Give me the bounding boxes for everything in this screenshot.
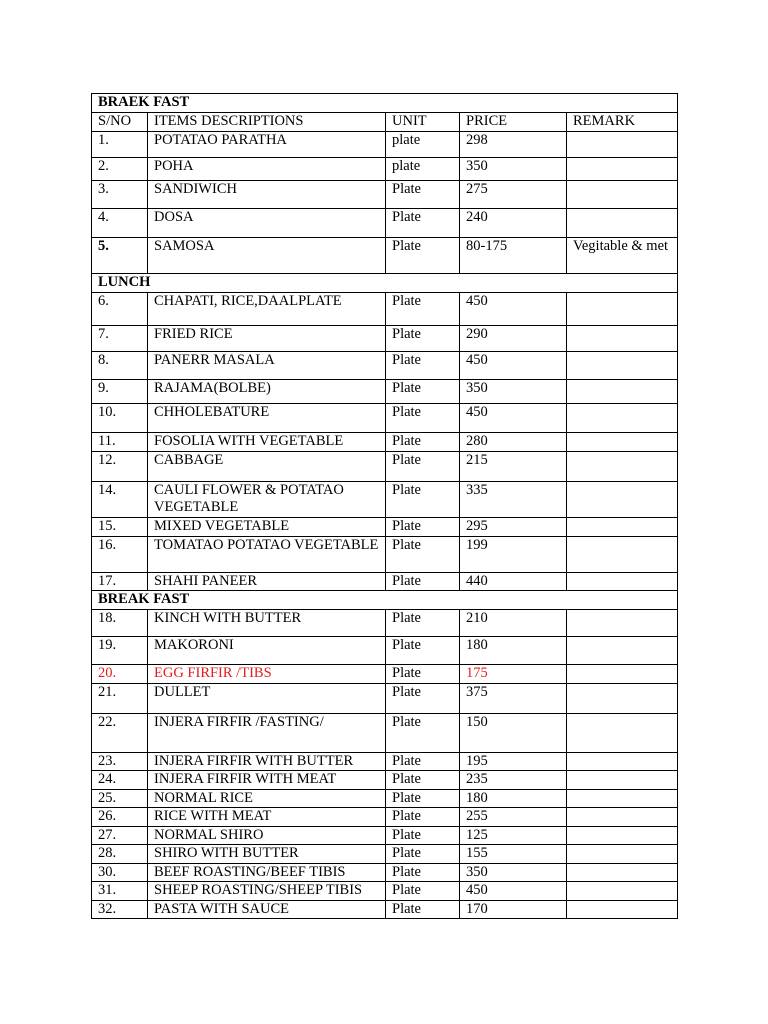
table-row <box>92 665 678 684</box>
row-price: 350 <box>460 380 567 404</box>
header-unit: UNIT <box>386 113 460 132</box>
row-sno: 18. <box>92 610 148 637</box>
table-row <box>92 771 678 790</box>
row-remark <box>567 665 678 684</box>
row-item-description: MIXED VEGETABLE <box>148 518 386 537</box>
row-price: 125 <box>460 827 567 845</box>
row-remark <box>567 573 678 591</box>
row-item-description: BEEF ROASTING/BEEF TIBIS <box>148 864 386 882</box>
row-item-description: RAJAMA(BOLBE) <box>148 380 386 404</box>
row-sno: 11. <box>92 433 148 452</box>
row-sno: 15. <box>92 518 148 537</box>
row-price: 350 <box>460 864 567 882</box>
table-row <box>92 518 678 537</box>
section-title: BRAEK FAST <box>92 94 678 113</box>
row-sno: 5. <box>92 238 148 274</box>
row-unit: Plate <box>386 808 460 827</box>
row-item-description: INJERA FIRFIR /FASTING/ <box>148 714 386 753</box>
header-sno: S/NO <box>92 113 148 132</box>
row-sno: 8. <box>92 352 148 380</box>
header-item-description: ITEMS DESCRIPTIONS <box>148 113 386 132</box>
row-item-description: CHHOLEBATURE <box>148 404 386 433</box>
row-price: 298 <box>460 132 567 158</box>
row-price: 255 <box>460 808 567 827</box>
row-remark <box>567 845 678 864</box>
row-sno: 28. <box>92 845 148 864</box>
table-row <box>92 684 678 714</box>
row-sno: 30. <box>92 864 148 882</box>
row-item-description: FRIED RICE <box>148 326 386 352</box>
table-row <box>92 380 678 404</box>
table-row <box>92 714 678 753</box>
row-item-description: DULLET <box>148 684 386 714</box>
row-price: 199 <box>460 537 567 573</box>
row-price: 180 <box>460 637 567 665</box>
row-item-description: MAKORONI <box>148 637 386 665</box>
row-unit: Plate <box>386 901 460 919</box>
row-unit: Plate <box>386 882 460 901</box>
row-sno: 27. <box>92 827 148 845</box>
row-remark <box>567 518 678 537</box>
row-price: 295 <box>460 518 567 537</box>
row-remark <box>567 637 678 665</box>
section-title-row <box>92 274 678 293</box>
row-sno: 14. <box>92 482 148 518</box>
row-unit: Plate <box>386 845 460 864</box>
row-sno: 10. <box>92 404 148 433</box>
row-price: 80-175 <box>460 238 567 274</box>
table-row <box>92 753 678 771</box>
row-remark <box>567 158 678 181</box>
row-price: 375 <box>460 684 567 714</box>
row-sno: 24. <box>92 771 148 790</box>
row-item-description: CABBAGE <box>148 452 386 482</box>
row-unit: Plate <box>386 771 460 790</box>
row-remark <box>567 452 678 482</box>
row-item-description: CAULI FLOWER & POTATAO VEGETABLE <box>148 482 386 518</box>
row-sno: 2. <box>92 158 148 181</box>
row-sno: 20. <box>92 665 148 684</box>
section-title: BREAK FAST <box>92 591 678 610</box>
row-item-description: INJERA FIRFIR WITH BUTTER <box>148 753 386 771</box>
table-row <box>92 326 678 352</box>
row-unit: Plate <box>386 326 460 352</box>
section-title: LUNCH <box>92 274 678 293</box>
row-remark <box>567 326 678 352</box>
row-price: 155 <box>460 845 567 864</box>
row-price: 350 <box>460 158 567 181</box>
table-row <box>92 537 678 573</box>
row-unit: Plate <box>386 181 460 209</box>
row-item-description: POTATAO PARATHA <box>148 132 386 158</box>
row-unit: Plate <box>386 537 460 573</box>
table-row <box>92 845 678 864</box>
row-price: 280 <box>460 433 567 452</box>
row-sno: 22. <box>92 714 148 753</box>
row-remark <box>567 882 678 901</box>
row-unit: Plate <box>386 209 460 238</box>
row-unit: Plate <box>386 238 460 274</box>
table-row <box>92 132 678 158</box>
row-remark: Vegitable & met <box>567 238 678 274</box>
row-item-description: INJERA FIRFIR WITH MEAT <box>148 771 386 790</box>
menu-price-table <box>91 93 678 919</box>
row-price: 450 <box>460 352 567 380</box>
row-sno: 19. <box>92 637 148 665</box>
row-sno: 32. <box>92 901 148 919</box>
row-remark <box>567 380 678 404</box>
row-item-description: SHAHI PANEER <box>148 573 386 591</box>
row-sno: 23. <box>92 753 148 771</box>
row-sno: 1. <box>92 132 148 158</box>
row-unit: Plate <box>386 352 460 380</box>
row-sno: 4. <box>92 209 148 238</box>
row-item-description: FOSOLIA WITH VEGETABLE <box>148 433 386 452</box>
row-unit: Plate <box>386 518 460 537</box>
table-row <box>92 864 678 882</box>
table-row <box>92 610 678 637</box>
row-remark <box>567 714 678 753</box>
row-sno: 17. <box>92 573 148 591</box>
row-remark <box>567 864 678 882</box>
row-unit: Plate <box>386 433 460 452</box>
row-price: 170 <box>460 901 567 919</box>
table-row <box>92 158 678 181</box>
row-sno: 31. <box>92 882 148 901</box>
row-remark <box>567 771 678 790</box>
row-remark <box>567 293 678 326</box>
row-price: 450 <box>460 882 567 901</box>
row-remark <box>567 181 678 209</box>
row-unit: Plate <box>386 665 460 684</box>
row-item-description: EGG FIRFIR /TIBS <box>148 665 386 684</box>
row-remark <box>567 684 678 714</box>
row-unit: Plate <box>386 714 460 753</box>
row-sno: 12. <box>92 452 148 482</box>
row-remark <box>567 827 678 845</box>
row-remark <box>567 610 678 637</box>
row-item-description: KINCH WITH BUTTER <box>148 610 386 637</box>
row-item-description: DOSA <box>148 209 386 238</box>
row-unit: Plate <box>386 637 460 665</box>
section-title-row <box>92 94 678 113</box>
table-row <box>92 482 678 518</box>
row-sno: 6. <box>92 293 148 326</box>
row-unit: plate <box>386 158 460 181</box>
table-row <box>92 790 678 808</box>
row-item-description: SANDIWICH <box>148 181 386 209</box>
row-unit: Plate <box>386 380 460 404</box>
row-price: 240 <box>460 209 567 238</box>
table-row <box>92 209 678 238</box>
row-price: 450 <box>460 293 567 326</box>
row-remark <box>567 132 678 158</box>
row-price: 450 <box>460 404 567 433</box>
header-price: PRICE <box>460 113 567 132</box>
row-remark <box>567 433 678 452</box>
row-price: 335 <box>460 482 567 518</box>
table-row <box>92 827 678 845</box>
row-price: 180 <box>460 790 567 808</box>
table-row <box>92 573 678 591</box>
row-unit: Plate <box>386 827 460 845</box>
row-remark <box>567 482 678 518</box>
table-row <box>92 637 678 665</box>
table-row <box>92 882 678 901</box>
table-row <box>92 352 678 380</box>
row-unit: plate <box>386 132 460 158</box>
row-remark <box>567 209 678 238</box>
table-row <box>92 181 678 209</box>
row-item-description: NORMAL SHIRO <box>148 827 386 845</box>
row-remark <box>567 790 678 808</box>
table-row <box>92 808 678 827</box>
row-unit: Plate <box>386 610 460 637</box>
row-price: 175 <box>460 665 567 684</box>
row-remark <box>567 901 678 919</box>
row-item-description: CHAPATI, RICE,DAALPLATE <box>148 293 386 326</box>
row-item-description: TOMATAO POTATAO VEGETABLE <box>148 537 386 573</box>
row-price: 215 <box>460 452 567 482</box>
row-unit: Plate <box>386 482 460 518</box>
row-sno: 16. <box>92 537 148 573</box>
table-row <box>92 433 678 452</box>
menu-table-body <box>92 94 678 919</box>
row-unit: Plate <box>386 684 460 714</box>
row-remark <box>567 352 678 380</box>
row-item-description: PANERR MASALA <box>148 352 386 380</box>
table-row <box>92 238 678 274</box>
row-item-description: SAMOSA <box>148 238 386 274</box>
row-unit: Plate <box>386 293 460 326</box>
row-remark <box>567 404 678 433</box>
row-price: 195 <box>460 753 567 771</box>
row-unit: Plate <box>386 404 460 433</box>
row-price: 235 <box>460 771 567 790</box>
section-title-row <box>92 591 678 610</box>
row-item-description: SHIRO WITH BUTTER <box>148 845 386 864</box>
row-unit: Plate <box>386 790 460 808</box>
table-row <box>92 404 678 433</box>
row-item-description: POHA <box>148 158 386 181</box>
header-remark: REMARK <box>567 113 678 132</box>
row-price: 290 <box>460 326 567 352</box>
row-sno: 7. <box>92 326 148 352</box>
row-item-description: NORMAL RICE <box>148 790 386 808</box>
row-sno: 3. <box>92 181 148 209</box>
row-remark <box>567 537 678 573</box>
row-price: 150 <box>460 714 567 753</box>
row-sno: 25. <box>92 790 148 808</box>
row-unit: Plate <box>386 864 460 882</box>
row-unit: Plate <box>386 452 460 482</box>
row-item-description: PASTA WITH SAUCE <box>148 901 386 919</box>
row-price: 440 <box>460 573 567 591</box>
row-remark <box>567 753 678 771</box>
row-item-description: SHEEP ROASTING/SHEEP TIBIS <box>148 882 386 901</box>
row-sno: 21. <box>92 684 148 714</box>
table-row <box>92 901 678 919</box>
table-header-row <box>92 113 678 132</box>
row-item-description: RICE WITH MEAT <box>148 808 386 827</box>
row-price: 210 <box>460 610 567 637</box>
row-sno: 9. <box>92 380 148 404</box>
table-row <box>92 293 678 326</box>
table-row <box>92 452 678 482</box>
row-sno: 26. <box>92 808 148 827</box>
row-remark <box>567 808 678 827</box>
row-unit: Plate <box>386 573 460 591</box>
row-unit: Plate <box>386 753 460 771</box>
row-price: 275 <box>460 181 567 209</box>
